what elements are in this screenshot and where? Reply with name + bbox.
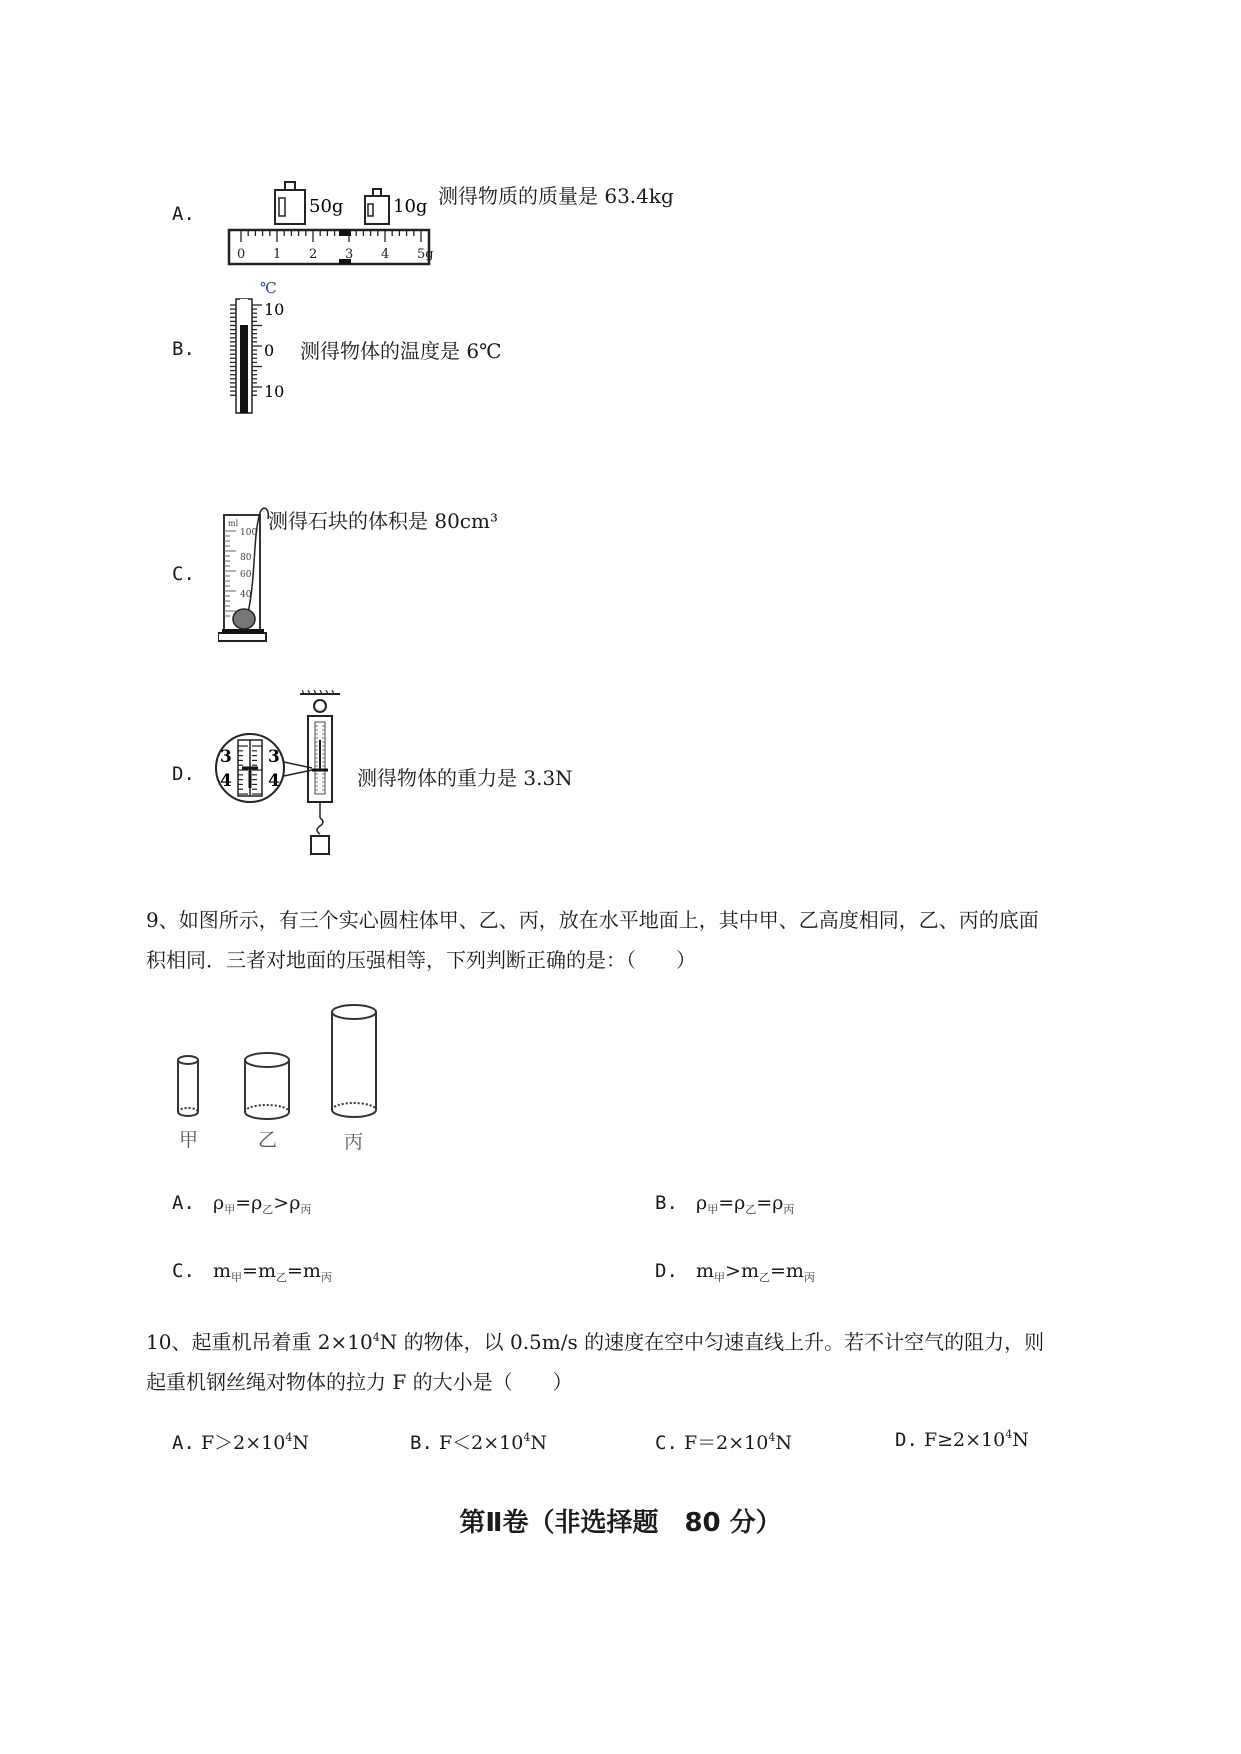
scale-mid: 0 bbox=[264, 341, 275, 360]
svg-text:3: 3 bbox=[220, 747, 232, 767]
beam-scale-label: 5g bbox=[417, 247, 434, 262]
q9-option-c: C. $m_甲=m_乙=m_丙$ bbox=[172, 1260, 332, 1284]
svg-text:4: 4 bbox=[220, 771, 232, 791]
q10-option-c: C. $F=2\times 10^4N$ bbox=[655, 1431, 792, 1454]
label-yi: 乙 bbox=[258, 1129, 278, 1151]
label-jia: 甲 bbox=[179, 1129, 199, 1151]
beam-scale-label: 0 bbox=[237, 247, 246, 262]
q10-option-b: B. $F<2\times 10^4N$ bbox=[410, 1431, 547, 1454]
q10-line-2: 起重机钢丝绳对物体的拉力 F 的大小是（ ） bbox=[146, 1370, 573, 1394]
option-text: 测得石块的体积是 80cm³ bbox=[268, 509, 498, 533]
cylinder-bing bbox=[332, 1005, 376, 1117]
beam-scale-label: 4 bbox=[381, 247, 390, 262]
hanging-weight bbox=[311, 836, 329, 854]
q10-line-1: 10、起重机吊着重 $2\times 10^4N$ 的物体，以 0.5m/s 的速度在空中匀速直线上升。若不计空气的阻力，则 bbox=[146, 1330, 1045, 1354]
option-letter: C. bbox=[172, 563, 195, 585]
unit-celsius: ℃ bbox=[260, 279, 277, 297]
cylinders-figure bbox=[170, 1002, 390, 1154]
rider bbox=[339, 230, 351, 236]
option-letter: A. bbox=[172, 203, 195, 225]
q8-option-d bbox=[172, 690, 872, 860]
svg-text:40: 40 bbox=[240, 590, 252, 600]
q8-option-b bbox=[172, 275, 872, 425]
thermometer-figure bbox=[222, 275, 312, 425]
scale-top: 10 bbox=[264, 300, 285, 319]
weight-10g-label: 10g bbox=[393, 196, 428, 217]
q9-option-b: B. $\rho_甲=\rho_乙=\rho_丙$ bbox=[655, 1192, 795, 1216]
q8-option-c bbox=[172, 505, 872, 645]
option-text: 测得物质的质量是 63.4kg bbox=[438, 184, 674, 208]
svg-text:4: 4 bbox=[268, 771, 280, 791]
option-text: 测得物体的温度是 6℃ bbox=[300, 339, 502, 363]
beam-scale-label: 3 bbox=[345, 247, 354, 262]
q10-question bbox=[146, 1318, 1146, 1402]
label-bing: 丙 bbox=[344, 1131, 364, 1153]
beam-scale-label: 1 bbox=[273, 247, 282, 262]
svg-text:60: 60 bbox=[240, 570, 252, 580]
svg-text:80: 80 bbox=[240, 553, 252, 563]
option-text: 测得物体的重力是 3.3N bbox=[357, 766, 573, 790]
q9-option-a: A. $\rho_甲=\rho_乙>\rho_丙$ bbox=[172, 1192, 312, 1216]
beam-scale-label: 2 bbox=[309, 247, 318, 262]
stone bbox=[233, 609, 255, 629]
q9-line-2: 积相同．三者对地面的压强相等，下列判断正确的是：（ ） bbox=[146, 948, 696, 972]
q9-option-d: D. $m_甲>m_乙=m_丙$ bbox=[655, 1260, 815, 1284]
cylinder-yi bbox=[245, 1053, 289, 1119]
option-letter: D. bbox=[172, 763, 195, 785]
unit-ml: ml bbox=[228, 519, 239, 528]
q10-option-a: A. $F>2\times 10^4N$ bbox=[172, 1431, 309, 1454]
weight-50g-label: 50g bbox=[309, 196, 344, 217]
cylinder-jia bbox=[178, 1056, 198, 1116]
spring-scale-figure bbox=[212, 690, 362, 860]
scale-bottom: 10 bbox=[264, 382, 285, 401]
q10-option-d: D. $F\ge 2\times 10^4N$ bbox=[895, 1428, 1029, 1451]
section-title: 第Ⅱ卷（非选择题 80 分） bbox=[459, 1508, 782, 1538]
svg-text:3: 3 bbox=[268, 747, 280, 767]
q9-question bbox=[146, 900, 1146, 980]
q9-line-1: 9、如图所示，有三个实心圆柱体甲、乙、丙，放在水平地面上，其中甲、乙高度相同，乙、丙的底面 bbox=[146, 908, 1039, 932]
liquid-column bbox=[240, 325, 248, 413]
option-letter: B. bbox=[172, 338, 195, 360]
q8-option-a bbox=[172, 170, 872, 270]
svg-text:100: 100 bbox=[240, 528, 258, 538]
